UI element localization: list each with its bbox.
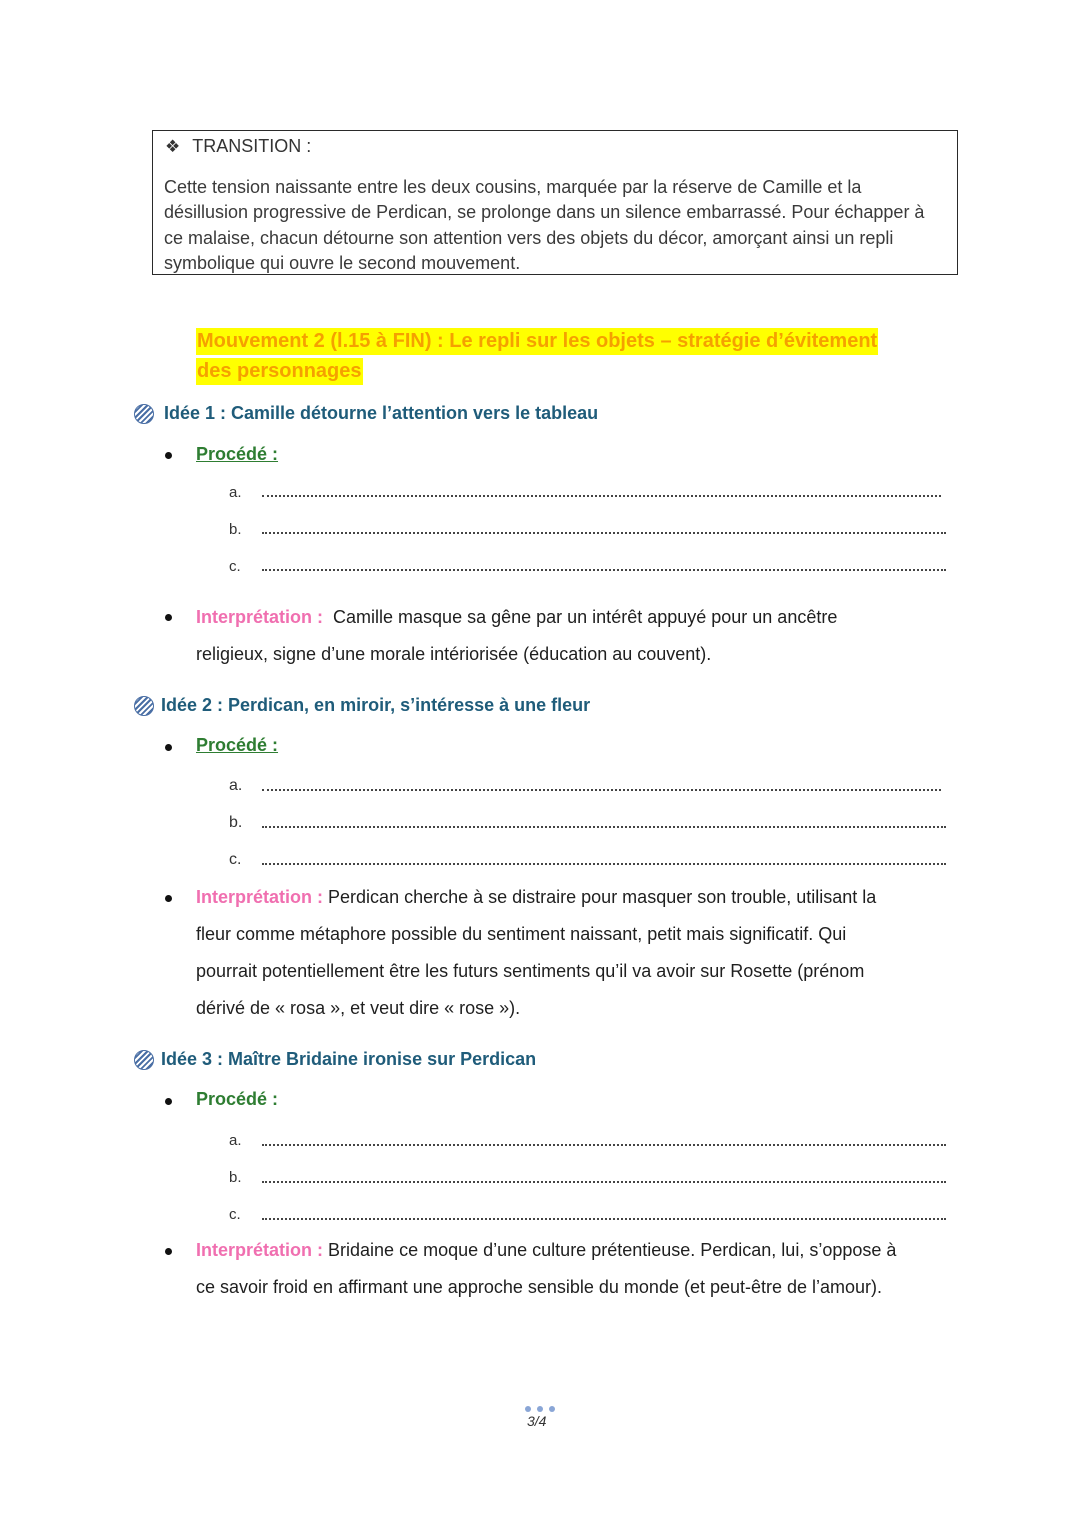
interpretation-text: Bridaine ce moque d’une culture prétentieuse. Perdican, lui, s’oppose à [328,1240,897,1260]
answer-dotted-line[interactable] [262,1181,946,1183]
item-letter: c. [229,1206,241,1223]
interpretation-text: Camille masque sa gêne par un intérêt appuyé pour un ancêtre [333,607,838,627]
hatched-circle-icon [134,696,154,716]
item-letter: a. [229,484,242,501]
transition-line: symbolique qui ouvre le second mouvement. [164,252,521,273]
answer-dotted-line[interactable] [262,1218,946,1220]
idea-3-interpretation [196,1232,956,1306]
transition-paragraph [164,175,954,276]
item-letter: a. [229,777,243,794]
interpretation-text: dérivé de « rosa », et veut dire « rose »). [196,998,521,1018]
interpretation-label: Interprétation : [196,607,324,627]
item-letter: a. [229,1132,242,1149]
answer-dotted-line[interactable] [262,789,941,791]
idea-1-title: Idée 1 : Camille détourne l’attention vers le tableau [164,403,599,423]
idea-1-interpretation [196,599,956,673]
idea-2-title: Idée 2 : Perdican, en miroir, s’intéresse à une fleur [161,695,591,715]
answer-dotted-line[interactable] [262,1144,946,1146]
diamond-bullet-icon: ❖ [165,137,181,156]
transition-line: désillusion progressive de Perdican, se prolonge dans un silence embarrassé. Pour échapper à [164,202,925,223]
idea-1-heading [134,403,598,424]
bullet-icon [165,614,172,621]
interpretation-text: Perdican cherche à se distraire pour masquer son trouble, utilisant la [328,887,877,907]
idea-2-heading [134,695,590,716]
transition-title: TRANSITION : [192,136,312,156]
bullet-icon [165,452,172,459]
interpretation-label: Interprétation : [196,887,324,907]
movement-title-line-1: Mouvement 2 (l.15 à FIN) : Le repli sur les objets – stratégie d’évitement [196,328,878,355]
transition-heading [165,136,311,157]
idea-3-procede-label: Procédé : [196,1089,279,1109]
item-letter: b. [229,1169,242,1186]
page-dots-icon [525,1406,555,1412]
answer-dotted-line[interactable] [262,532,946,534]
bullet-icon [165,895,172,902]
transition-box [152,130,958,275]
hatched-circle-icon [134,1050,154,1070]
interpretation-text: fleur comme métaphore possible du sentiment naissant, petit mais significatif. Qui [196,924,847,944]
idea-2-interpretation [196,879,956,1027]
hatched-circle-icon [134,404,154,424]
transition-line: ce malaise, chacun détourne son attention vers des objets du décor, amorçant ainsi un repli [164,227,894,248]
transition-line: Cette tension naissante entre les deux cousins, marquée par la réserve de Camille et la [164,177,862,197]
item-letter: c. [229,851,242,868]
answer-dotted-line[interactable] [262,495,941,497]
idea-1-procede-label: Procédé : [196,444,279,464]
interpretation-text: pourrait potentiellement être les futurs sentiments qu’il va avoir sur Rosette (prénom [196,961,865,981]
interpretation-label: Interprétation : [196,1240,324,1260]
item-letter: b. [229,521,242,538]
page-number: 3/4 [527,1413,547,1429]
interpretation-text: religieux, signe d’une morale intériorisée (éducation au couvent). [196,644,712,664]
idea-3-title: Idée 3 : Maître Bridaine ironise sur Perdican [161,1049,537,1069]
bullet-icon [165,1098,172,1105]
item-letter: c. [229,558,241,575]
interpretation-text: ce savoir froid en affirmant une approche sensible du monde (et peut-être de l’amour). [196,1277,883,1297]
bullet-icon [165,744,172,751]
movement-title-line-2: des personnages [196,358,363,385]
answer-dotted-line[interactable] [262,826,946,828]
answer-dotted-line[interactable] [262,863,946,865]
bullet-icon [165,1248,172,1255]
item-letter: b. [229,814,243,831]
answer-dotted-line[interactable] [262,569,946,571]
idea-3-heading [134,1049,536,1070]
idea-2-procede-label: Procédé : [196,735,279,755]
